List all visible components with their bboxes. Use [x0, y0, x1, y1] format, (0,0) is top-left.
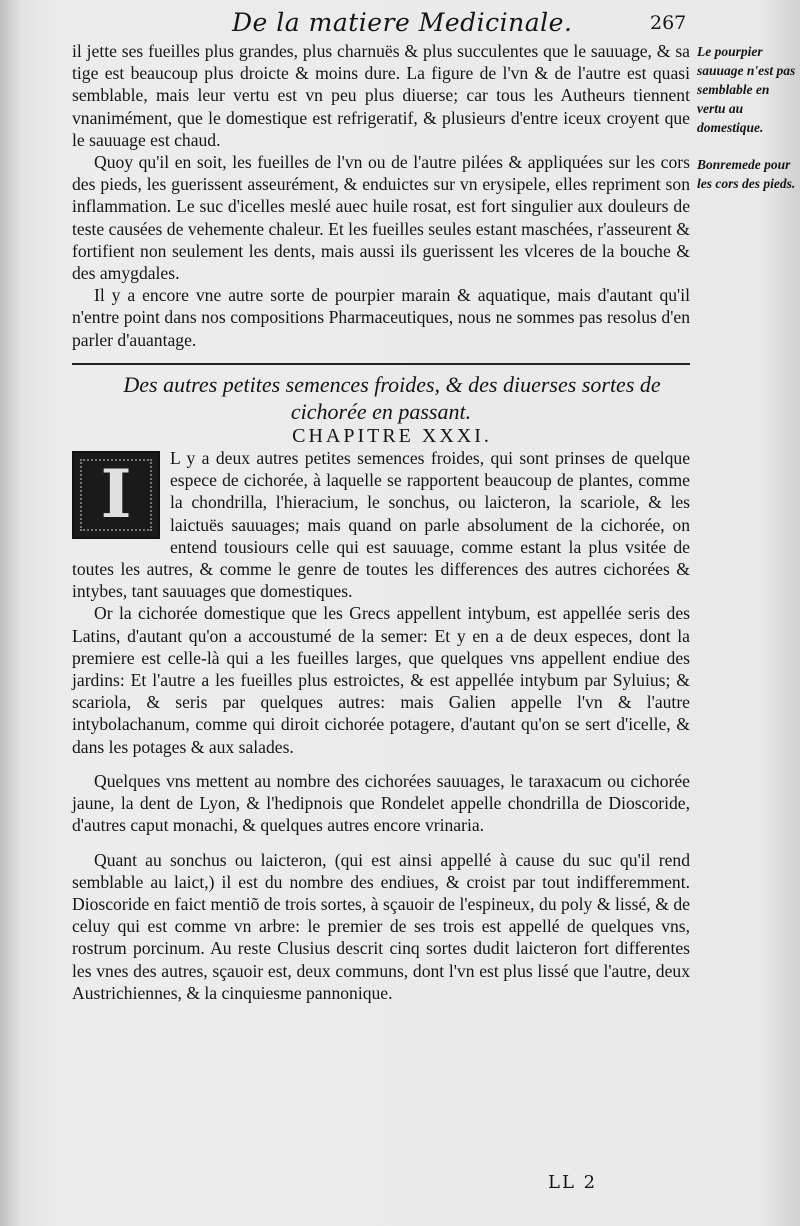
paragraph: Or la cichorée domestique que les Grecs appellent intybum, est appellée seris des Latins, d'autant qu'on a accoustumé de la semer: Et y en a de deux especes, dont la premiere est celle-là qui a les fueilles larges, que quelques vns appellent endiue des jardins: Et l'autre a les fueilles plus estroictes, & est appellée intybum par Syluius; & scariola, & seris par quelques autres: mais Galien appelle l'vn & l'autre intybolachanum, comme qui diroit cichorée potagere, d'autant qu'on se sert d'icelle, & dans les potages & aux salades. [72, 603, 690, 757]
paragraph: Quoy qu'il en soit, les fueilles de l'vn ou de l'autre pilées & appliquées sur les cors des pieds, les guerissent asseurément, & enduictes sur vn erysipele, elles repriment son inflammation. Le suc d'icelles meslé auec huile rosat, est fort singulier aux douleurs de teste causées de vehemente chaleur. Et les fueilles seules estant maschées, r'asseurent & fortifient non seulement les dents, mais aussi ils guerissent les vlceres de la bouche & des amygdales. [72, 152, 690, 284]
paragraph: Quelques vns mettent au nombre des cichorées sauuages, le taraxacum ou cichorée jaune, la dent de Lyon, & l'hedipnois que Rondelet appelle chondrilla de Dioscoride, d'autres caput monachi, & quelques autres encore vrinaria. [72, 770, 690, 836]
section-title: Des autres petites semences froides, & des diuerses sortes de cichorée en passant. [123, 371, 661, 424]
initial-letter: I [100, 455, 132, 534]
margin-note: Bonremede pour les cors des pieds. [697, 157, 796, 191]
signature-mark: LL 2 [548, 1172, 598, 1193]
page-header [0, 6, 800, 40]
margin-note: Le pourpier sauuage n'est pas semblable en vertu au domestique. [697, 44, 796, 135]
decorated-initial [72, 451, 160, 539]
page-number: 267 [650, 12, 687, 34]
paragraph: Quant au sonchus ou laicteron, (qui est ainsi appellé à cause du suc qu'il rend semblable au laict,) il est du nombre des endiues, & croist par tout indifferemment. Dioscoride en faict mentiõ de trois sortes, à sçauoir de l'espineux, du poly & lissé, & de celuy qui est comme vn arbre: le premier de ses trois est appellé de quelques vns, rostrum porcinum. Au reste Clusius descrit cinq sortes dudit laicteron fort differentes les vnes des autres, sçauoir est, deux communs, dont l'vn est plus lissé que l'autre, deux Austrichiennes, & la cinquiesme pannonique. [72, 849, 690, 1003]
paragraph: Il y a encore vne autre sorte de pourpier marain & aquatique, mais d'autant qu'il n'entre point dans nos compositions Pharmaceutiques, nous ne sommes pas resolus d'en parler d'auantage. [72, 285, 690, 350]
running-title: De la matiere Medicinale. [232, 8, 573, 37]
main-text [72, 40, 690, 1004]
paragraph: L y a deux autres petites semences froides, qui sont prinses de quelque espece de cichorée, à laquelle se rapportent beaucoup de plantes, comme la chondrilla, l'hieracium, le sonchus, ou laicteron, la scariole, & les laictuës sauuages; mais quand on parle absolument de la cichorée, on entend tousiours celle qui est sauuage, comme estant la plus vsitée de toutes les autres, & comme le genre de toutes les differences des autres cichorées & intybes, tant sauuages que domestiques. [72, 448, 690, 602]
chapter-heading: CHAPITRE XXXI. [292, 424, 492, 447]
paragraph: il jette ses fueilles plus grandes, plus charnuës & plus succulentes que le sauuage, & sa tige est beaucoup plus droicte & moins dure. La figure de l'vn & de l'autre est quasi semblable, mais leur vertu est vn peu plus diuerse; car tous les Autheurs tiennent vnanimément, que le domestique est refrigeratif, & plusieurs d'entre iceux croyent que le sauuage est chaud. [72, 41, 690, 150]
section-divider [72, 363, 690, 365]
margin-notes [697, 42, 797, 205]
